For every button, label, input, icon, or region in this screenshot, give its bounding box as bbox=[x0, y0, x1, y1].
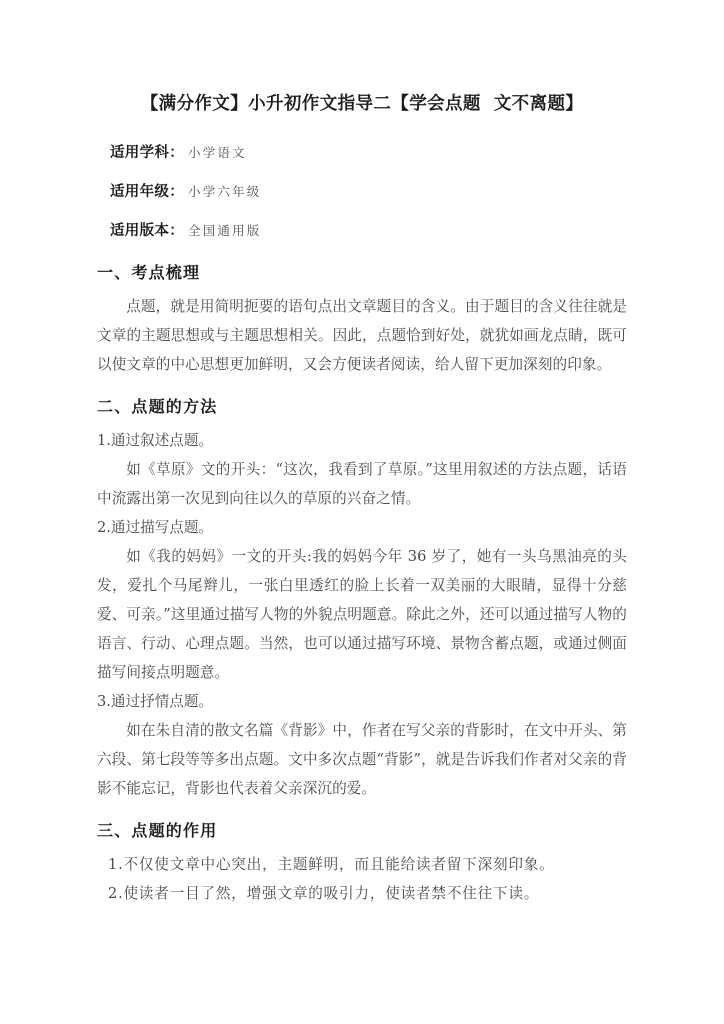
section-diantide-zuoyong bbox=[97, 817, 627, 908]
document-content bbox=[97, 90, 627, 908]
effect-item-1: 1.不仅使文章中心突出，主题鲜明，而且能给读者留下深刻印象。 bbox=[108, 856, 555, 873]
meta-row-subject bbox=[97, 138, 627, 167]
section-heading-1: 一、考点梳理 bbox=[97, 263, 201, 282]
meta-value-edition: 全国通用版 bbox=[188, 223, 262, 238]
document-metadata bbox=[97, 138, 627, 245]
meta-label-subject: 适用学科： bbox=[110, 145, 184, 161]
meta-row-edition bbox=[97, 216, 627, 245]
meta-label-grade: 适用年级： bbox=[110, 184, 184, 200]
section-heading-2: 二、点题的方法 bbox=[97, 397, 218, 416]
method-item-3: 3.通过抒情点题。 bbox=[97, 693, 214, 710]
meta-label-edition: 适用版本： bbox=[110, 223, 184, 239]
method-item-2: 2.通过描写点题。 bbox=[97, 519, 214, 536]
section-heading-3: 三、点题的作用 bbox=[97, 821, 218, 840]
method-item-1-detail: 如《草原》文的开头：“这次，我看到了草原。”这里用叙述的方法点题，话语中流露出第一次见到向往以久的草原的兴奋之情。 bbox=[97, 461, 627, 507]
meta-value-subject: 小学语文 bbox=[188, 145, 247, 160]
effect-item-2: 2.使读者一目了然，增强文章的吸引力，使读者禁不住往下读。 bbox=[108, 885, 540, 902]
section-1-paragraph-1: 点题，就是用简明扼要的语句点出文章题目的含义。由于题目的含义往往就是文章的主题思想或与主题思想相关。因此，点题恰到好处，就犹如画龙点睛，既可以使文章的中心思想更加鲜明，又会方便读者阅读，给人留下更加深刻的印象。 bbox=[97, 298, 627, 373]
section-kaodian-shuli bbox=[97, 259, 627, 379]
method-item-2-detail: 如《我的妈妈》一文的开头:我的妈妈今年 36 岁了，她有一头乌黑油亮的头发，爱扎个马尾辫儿，一张白里透红的脸上长着一双美丽的大眼睛，显得十分慈爱、可亲。”这里通过描写人物的外貌点明题意。除此之外，还可以通过描写人物的语言、行动、心理点题。当然，也可以通过描写环境、景物含蓄点题，或通过侧面描写间接点明题意。 bbox=[97, 548, 627, 681]
method-item-1: 1.通过叙述点题。 bbox=[97, 432, 214, 449]
meta-value-grade: 小学六年级 bbox=[188, 184, 262, 199]
page-title: 【满分作文】小升初作文指导二【学会点题 文不离题】 bbox=[140, 94, 584, 114]
meta-row-grade bbox=[97, 177, 627, 206]
method-item-3-detail: 如在朱自清的散文名篇《背影》中，作者在写父亲的背影时，在文中开头、第六段、第七段等等多出点题。文中多次点题“背影”，就是告诉我们作者对父亲的背影不能忘记，背影也代表着父亲深沉的爱。 bbox=[97, 722, 627, 797]
section-diantide-fangfa bbox=[97, 393, 627, 803]
